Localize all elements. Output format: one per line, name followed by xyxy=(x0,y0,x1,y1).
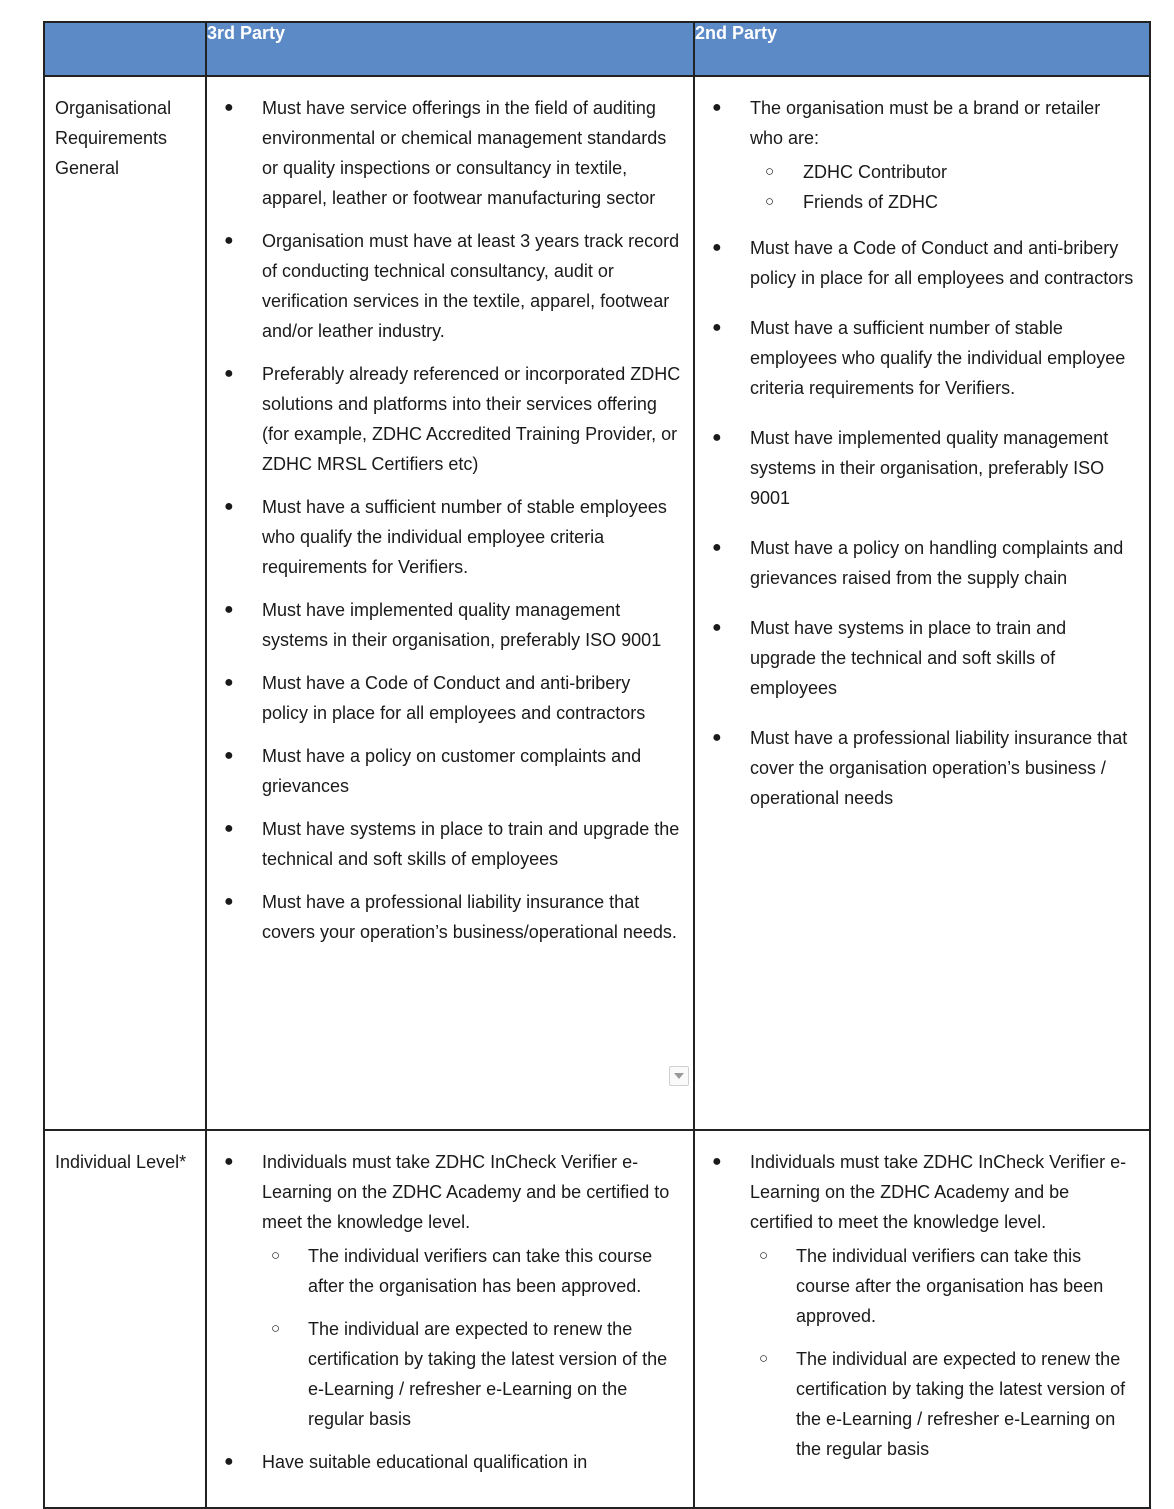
list-item xyxy=(695,93,1137,217)
list-item xyxy=(695,423,1137,513)
list-item xyxy=(207,668,681,728)
circle-bullet-icon: ○ xyxy=(759,1350,769,1367)
item-text: Must have a sufficient number of stable employees who qualify the individual employee criteria requirements for Verifiers. xyxy=(750,318,1126,398)
item-text: Must have implemented quality management systems in their organisation, preferably ISO 9001 xyxy=(750,428,1109,508)
item-text: The individual are expected to renew the certification by taking the latest version of the e-Learning / refresher e-Learning on the regular basis xyxy=(796,1349,1126,1459)
row-individual xyxy=(44,1130,1150,1508)
third-party-cell xyxy=(206,1130,694,1508)
bullet-icon: ● xyxy=(224,365,234,382)
header-3rd-party: 3rd Party xyxy=(206,22,694,76)
sub-list-item xyxy=(695,187,1137,217)
item-text: Organisation must have at least 3 years track record of conducting technical consultancy, audit or verification services in the textile, apparel, footwear and/or leather industry. xyxy=(262,231,680,341)
item-text: Must have service offerings in the field of auditing environmental or chemical management standards or quality inspections or consultancy in textile, apparel, leather or footwear manufacturing sector xyxy=(262,98,667,208)
header-2nd-party: 2nd Party xyxy=(694,22,1150,76)
circle-bullet-icon: ○ xyxy=(271,1247,281,1264)
bullet-icon: ● xyxy=(224,1453,234,1470)
bullet-icon: ● xyxy=(224,99,234,116)
circle-bullet-icon: ○ xyxy=(271,1320,281,1337)
bullet-icon: ● xyxy=(712,99,722,116)
item-text: Preferably already referenced or incorporated ZDHC solutions and platforms into their services offering (for example, ZDHC Accredited Training Provider, or ZDHC MRSL Certifiers etc) xyxy=(262,364,681,474)
item-text: The individual are expected to renew the certification by taking the latest version of the e-Learning / refresher e-Learning on the regular basis xyxy=(308,1319,668,1429)
bullet-icon: ● xyxy=(712,1153,722,1170)
item-text: Must have implemented quality management systems in their organisation, preferably ISO 9001 xyxy=(262,600,662,650)
bullet-icon: ● xyxy=(712,729,722,746)
bullet-icon: ● xyxy=(224,232,234,249)
circle-bullet-icon: ○ xyxy=(765,193,775,210)
row-label-cell xyxy=(44,76,206,1130)
second-party-cell xyxy=(694,76,1150,1130)
second-party-list xyxy=(695,93,1137,813)
item-text: The individual verifiers can take this course after the organisation has been approved. xyxy=(796,1246,1104,1326)
list-item xyxy=(695,1147,1137,1464)
bullet-icon: ● xyxy=(224,674,234,691)
item-text: Individuals must take ZDHC InCheck Verifier e-Learning on the ZDHC Academy and be certified to meet the knowledge level. xyxy=(262,1152,670,1232)
sub-list xyxy=(262,1241,681,1434)
bullet-icon: ● xyxy=(712,619,722,636)
list-item xyxy=(207,226,681,346)
sub-list-item xyxy=(262,1314,681,1434)
item-text: Must have a sufficient number of stable employees who qualify the individual employee criteria requirements for Verifiers. xyxy=(262,497,667,577)
header-row xyxy=(44,22,1150,76)
third-party-list xyxy=(207,1147,681,1477)
header-blank-cell xyxy=(44,22,206,76)
sub-list-item xyxy=(262,1241,681,1301)
second-party-list xyxy=(695,1147,1137,1464)
sub-list xyxy=(695,157,1137,217)
item-text: The organisation must be a brand or retailer who are: xyxy=(750,98,1101,148)
bullet-icon: ● xyxy=(712,429,722,446)
list-item xyxy=(695,313,1137,403)
list-item xyxy=(695,613,1137,703)
circle-bullet-icon: ○ xyxy=(765,163,775,180)
row-label: Organisational Requirements General xyxy=(55,98,172,178)
list-item xyxy=(207,595,681,655)
item-text: Must have systems in place to train and upgrade the technical and soft skills of employees xyxy=(750,618,1067,698)
list-item xyxy=(695,233,1137,293)
third-party-list xyxy=(207,93,681,947)
item-text: Must have a Code of Conduct and anti-bribery policy in place for all employees and contractors xyxy=(262,673,646,723)
item-text: Friends of ZDHC xyxy=(803,192,939,212)
list-item xyxy=(695,723,1137,813)
sub-list-item xyxy=(750,1344,1137,1464)
bullet-icon: ● xyxy=(224,498,234,515)
circle-bullet-icon: ○ xyxy=(759,1247,769,1264)
row-label-cell xyxy=(44,1130,206,1508)
bullet-icon: ● xyxy=(224,747,234,764)
bullet-icon: ● xyxy=(224,1153,234,1170)
list-item xyxy=(207,814,681,874)
bullet-icon: ● xyxy=(224,601,234,618)
third-party-cell xyxy=(206,76,694,1130)
item-text: The individual verifiers can take this course after the organisation has been approved. xyxy=(308,1246,653,1296)
bullet-icon: ● xyxy=(712,319,722,336)
item-text: Individuals must take ZDHC InCheck Verifier e-Learning on the ZDHC Academy and be certified to meet the knowledge level. xyxy=(750,1152,1127,1232)
sub-list-item xyxy=(750,1241,1137,1331)
item-text: Must have a professional liability insurance that cover the organisation operation’s business / operational needs xyxy=(750,728,1128,808)
list-item xyxy=(207,359,681,479)
item-text: Must have systems in place to train and upgrade the technical and soft skills of employees xyxy=(262,819,680,869)
row-label: Individual Level* xyxy=(55,1152,187,1172)
item-text: Must have a policy on customer complaints and grievances xyxy=(262,746,642,796)
list-item xyxy=(207,1447,681,1477)
item-text: Must have a professional liability insurance that covers your operation’s business/operational needs. xyxy=(262,892,677,942)
sub-list-item xyxy=(695,157,1137,187)
second-party-cell xyxy=(694,1130,1150,1508)
list-item xyxy=(207,492,681,582)
sub-list xyxy=(750,1241,1137,1464)
list-item xyxy=(207,93,681,213)
item-text: Must have a policy on handling complaints and grievances raised from the supply chain xyxy=(750,538,1124,588)
item-text: ZDHC Contributor xyxy=(803,162,948,182)
list-item xyxy=(207,1147,681,1434)
requirements-table xyxy=(43,21,1151,1509)
dropdown-arrow-icon[interactable] xyxy=(669,1066,689,1086)
bullet-icon: ● xyxy=(224,893,234,910)
bullet-icon: ● xyxy=(224,820,234,837)
item-text: Have suitable educational qualification in xyxy=(262,1452,588,1472)
list-item xyxy=(207,887,681,947)
row-organisational xyxy=(44,76,1150,1130)
item-text: Must have a Code of Conduct and anti-bribery policy in place for all employees and contractors xyxy=(750,238,1134,288)
bullet-icon: ● xyxy=(712,539,722,556)
bullet-icon: ● xyxy=(712,239,722,256)
list-item xyxy=(207,741,681,801)
list-item xyxy=(695,533,1137,593)
